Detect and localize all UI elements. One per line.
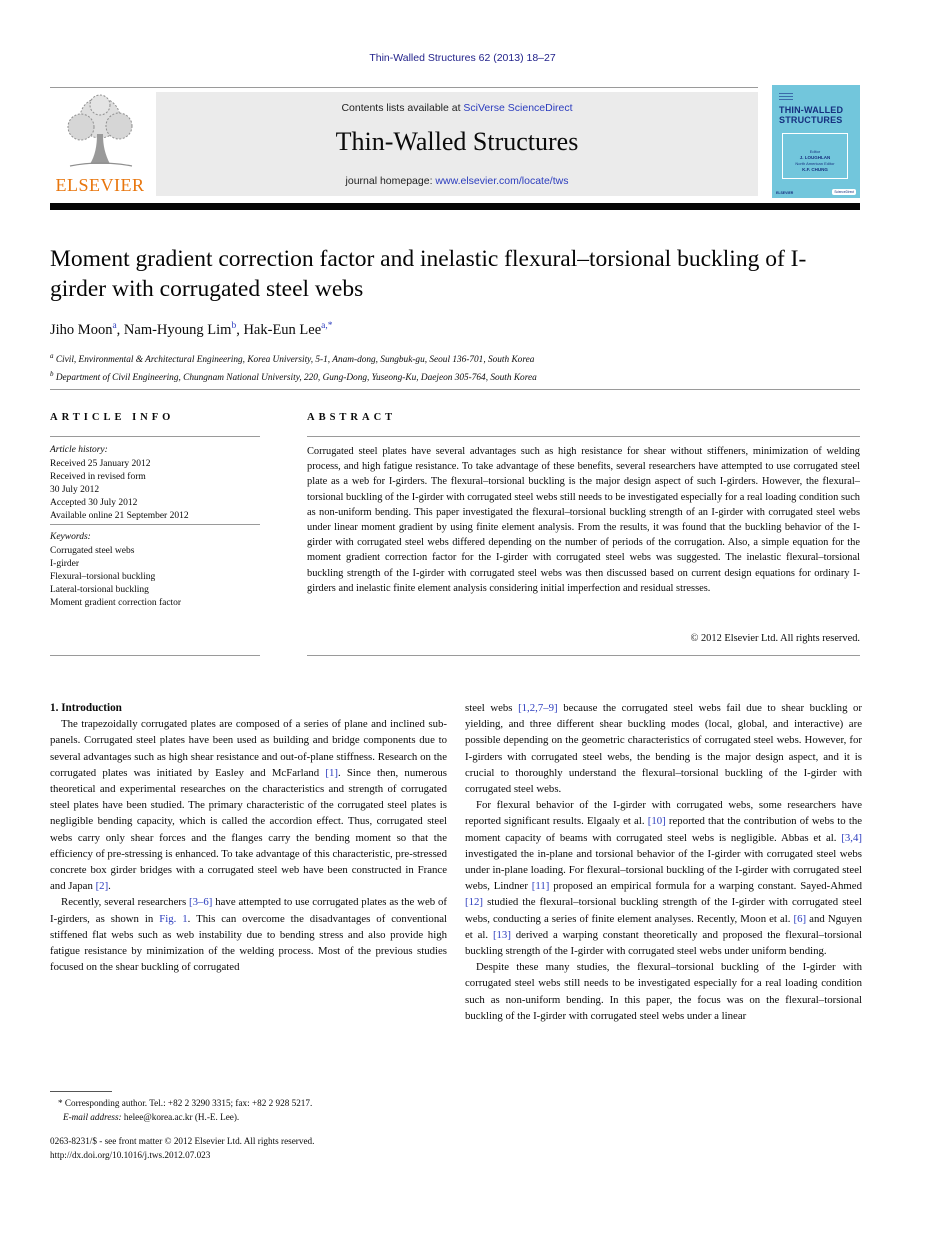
text-segment: . This can overcome the disadvantages of conventional stiffened flat webs such as web instability due to bending stress and also provide high fatigue resistance by minimization of the welding process. Most of the previous studies focused on the shear buckling of corrugated <box>50 912 448 974</box>
text-segment: The trapezoidally corrugated plates are composed of a series of plane and inclined sub-panels. Corrugated steel plates have been used as building and bridge components due to several advantages such as high shear resistance and out-of-plane stiffness. Research on the corrugated plates was initiated by Easley and McFarland <box>50 718 447 779</box>
text-segment: helee@korea.ac.kr (H.-E. Lee). <box>123 1111 240 1122</box>
journal-cover-thumbnail[interactable] <box>772 85 860 198</box>
corresponding-author-note <box>50 1097 450 1111</box>
text-segment: studied the flexural–torsional buckling strength of the I-girder with corrugated steel webs, conducting a series of finite element analyses. Recently, Moon et al. <box>465 896 862 925</box>
cover-frame <box>782 133 848 179</box>
keyword: Lateral-torsional buckling <box>50 584 149 595</box>
divider <box>50 655 260 656</box>
citation-link[interactable]: [13] <box>492 928 511 941</box>
author: Nam-Hyoung Lim$^b$, <box>123 321 244 338</box>
header-rule-bar <box>50 203 860 210</box>
affiliation: $^a$ Civil, Environmental & Architectural Engineering, Korea University, 5-1, Anam-dong, Sungbuk-gu, Seoul 136-701, South Korea <box>50 352 535 366</box>
divider <box>307 655 860 656</box>
elsevier-logo[interactable] <box>48 92 152 198</box>
divider <box>50 524 260 525</box>
history-label: Article history: <box>50 445 108 455</box>
citation-link[interactable]: [2] <box>95 880 109 893</box>
text-segment: proposed an empirical formula for a warping constant. Sayed-Ahmed <box>549 880 862 893</box>
homepage-prefix: journal homepage: <box>345 175 436 187</box>
body-column-left <box>50 700 447 975</box>
text-segment: * Corresponding author. Tel.: +82 2 3290 3315; fax: +82 2 928 5217. <box>58 1098 313 1108</box>
text-segment: because the corrugated steel webs fail due to shear buckling or yielding, and three different shear buckling modes (local, global, and interactive) are possible depending on the geometric characteristics of corrugated steel webs. However, for I-girders with corrugated steel webs, the bending is the major design aspect, and it is crucial to thoroughly understand the flexural–torsional buckling of the I-girder with corrugated steel webs. <box>465 702 863 796</box>
elsevier-tree-icon <box>52 92 148 172</box>
footnote-block <box>50 1097 450 1124</box>
journal-title: Thin-Walled Structures <box>335 127 579 156</box>
citation-link[interactable]: [3,4] <box>841 831 862 844</box>
citation-link[interactable]: [1] <box>325 766 338 779</box>
abstract-heading: ABSTRACT <box>307 412 397 423</box>
abstract-text: Corrugated steel plates have several advantages such as high resistance for shear without stiffeners, minimization of welding process, and high fatigue resistance. To take advantage of these benefits, several researchers have attempted to use corrugated steel plate as a web for I-girders. The flexural–torsional buckling is the major design aspect of such I-girders. However, the flexural–torsional buckling of the I-girder with corrugated steel webs still needs to be investigated especially for a real loading condition such as non-uniform bending. This paper investigated the flexural–torsional buckling strength of an I-girder with corrugated steel webs under linear moment gradient by using finite element analysis. From the results, it was found that the buckling behavior of the I-girder with corrugated steel webs differed depending on the number of periods of the corrugation. Also, a simple equation for the moment gradient correction factor for the I-girder with corrugated steel webs was suggested. The inelastic flexural–torsional buckling strength of the I-girder with corrugated steel webs was then discussed based on current design equations for ordinary I-girders and inelastic finite element analysis considering initial imperfection and residual stresses. <box>307 446 860 594</box>
divider <box>50 87 758 88</box>
text-segment: E-mail address: <box>63 1111 124 1122</box>
citation-link[interactable]: [11] <box>531 880 550 893</box>
text-segment: Despite these many studies, the flexural–torsional buckling of the I-girder with corrugated steel webs still needs to be investigated especially for a real loading condition such as non-uniform bending. In this paper, the focus was on the flexural–torsional buckling of the I-girder with corrugated steel webs under a linear <box>465 961 862 1022</box>
text-segment: investigated the in-plane and torsional behavior of the I-girder with corrugated steel webs under in-plane loading. For flexural–torsional buckling of the I-girder with corrugated steel webs, Lindner <box>465 847 862 893</box>
cover-decoration <box>779 91 793 102</box>
journal-homepage-link[interactable]: www.elsevier.com/locate/tws <box>435 175 569 187</box>
issn-copyright-line: 0263-8231/$ - see front matter © 2012 Elsevier Ltd. All rights reserved. <box>50 1136 315 1146</box>
keyword-list <box>50 545 265 610</box>
text-segment: Recently, several researchers <box>61 896 189 909</box>
paragraph <box>465 959 862 1024</box>
text-segment: . <box>108 880 111 893</box>
text-segment: derived a warping constant theoretically and proposed the flexural–torsional buckling strength of the I-girder with corrugated steel webs under uniform bending. <box>465 928 862 958</box>
citation-link[interactable]: Fig. 1 <box>159 912 188 925</box>
contents-prefix: Contents lists available at <box>341 102 464 114</box>
text-segment: and Nguyen et al. <box>465 912 862 941</box>
divider <box>50 436 260 437</box>
text-segment: . Since then, numerous theoretical and experimental researches on the characteristics and strength of corrugated steel plates have been studied. The primary characteristic of the corrugated steel plates is negligible bending capacity, which is called the accordion effect. Thus, corrugated steel webs carry only shear forces and the flanges carry the bending moment so that the efficiency of pre-stressing is enhanced. To take advantage of this characteristic, pre-stressed concrete box girder bridges with a corrugated steel web have been constructed in France and Japan <box>50 766 447 893</box>
author: Jiho Moon$^a$, <box>50 321 124 338</box>
sciverse-sciencedirect-link[interactable]: SciVerse ScienceDirect <box>463 102 573 114</box>
article-info-heading: ARTICLE INFO <box>50 412 175 423</box>
section-heading: 1. Introduction <box>50 702 122 714</box>
article-title: Moment gradient correction factor and inelastic flexural–torsional buckling of I-girder with corrugated steel webs <box>50 246 807 302</box>
paragraph <box>50 894 447 975</box>
keyword: Moment gradient correction factor <box>50 597 182 608</box>
paragraph <box>50 716 447 894</box>
copyright-line: © 2012 Elsevier Ltd. All rights reserved. <box>690 633 860 644</box>
text-segment: For flexural behavior of the I-girder with corrugated webs, some researchers have reported significant results. Elgaaly et al. <box>465 799 862 828</box>
keyword: Corrugated steel webs <box>50 546 135 556</box>
citation-link[interactable]: [1,2,7–9] <box>518 702 558 714</box>
affiliation: $^b$ Department of Civil Engineering, Chungnam National University, 220, Gung-Dong, Yuseong-Ku, Daejeon 305-764, South Korea <box>50 370 537 384</box>
journal-reference: Thin-Walled Structures 62 (2013) 18–27 <box>369 52 556 64</box>
paragraph <box>465 797 862 959</box>
footnote-divider <box>50 1091 112 1092</box>
elsevier-wordmark: ELSEVIER <box>55 175 145 195</box>
contents-line <box>156 92 758 114</box>
cover-elsevier-mini-logo: ELSEVIER <box>776 191 794 195</box>
text-segment: steel webs <box>465 702 519 714</box>
cover-sciencedirect-mini-logo: ScienceDirect <box>834 190 854 194</box>
history-lines: Received 25 January 2012 Received in revised form 30 July 2012 Accepted 30 July 2012 Available online 21 September 2012 <box>50 459 189 521</box>
journal-banner <box>156 92 758 196</box>
affiliations <box>50 349 850 385</box>
divider <box>307 436 860 437</box>
keyword: I-girder <box>50 558 80 569</box>
body-column-right <box>465 700 862 1024</box>
paragraph <box>465 700 862 797</box>
author-affil-mark[interactable]: b <box>231 321 237 331</box>
cover-editors: Editor J. LOUGHLAN North American Editor K.F. CHUNG <box>795 148 835 173</box>
author-affil-mark[interactable]: a,* <box>321 321 333 331</box>
email-note <box>50 1111 450 1125</box>
text-segment: reported that the contribution of webs to the moment capacity of beams with corrugated steel webs is negligible. Abbas et al. <box>465 815 863 844</box>
author: Hak-Eun Lee$^{a,*}$ <box>243 321 333 338</box>
author-affil-mark[interactable]: a <box>112 321 117 331</box>
citation-link[interactable]: [3–6] <box>189 896 213 909</box>
text-segment: have attempted to use corrugated plates as the web of I-girders, as shown in <box>50 896 447 925</box>
doi-link[interactable]: http://dx.doi.org/10.1016/j.tws.2012.07.023 <box>50 1150 211 1160</box>
citation-link[interactable]: [10] <box>647 815 666 828</box>
cover-footer <box>772 189 860 195</box>
citation-link[interactable]: [12] <box>465 896 483 909</box>
keyword: Flexural–torsional buckling <box>50 571 156 582</box>
citation-link[interactable]: [6] <box>793 912 807 925</box>
cover-title: THIN-WALLED STRUCTURES <box>779 105 844 126</box>
keywords-label: Keywords: <box>50 532 91 542</box>
homepage-line <box>156 175 758 187</box>
author-list <box>50 321 850 339</box>
divider <box>50 389 860 390</box>
